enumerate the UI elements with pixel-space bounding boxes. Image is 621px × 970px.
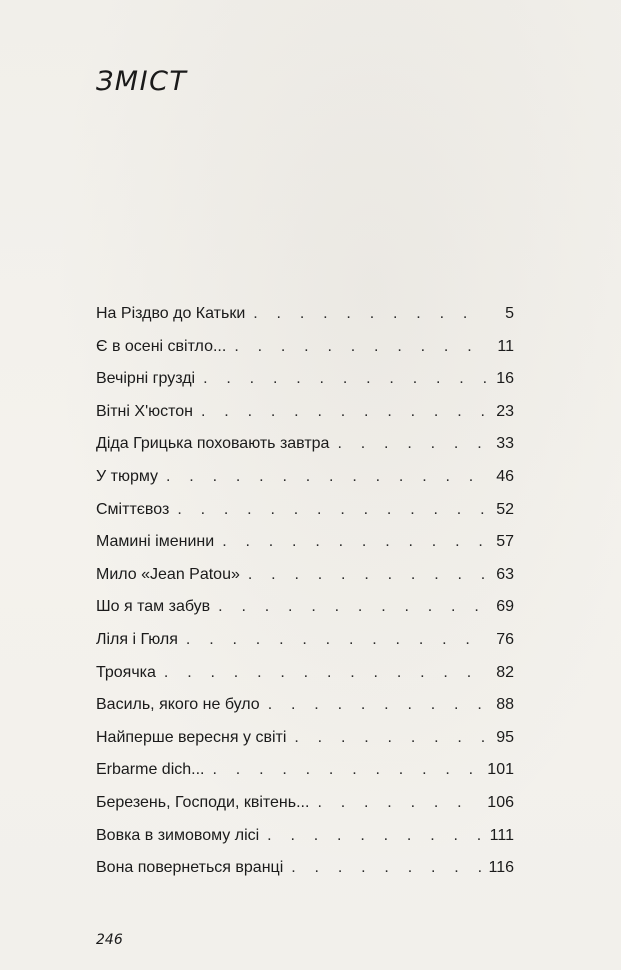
dot-leader [212,754,481,787]
toc-entry-title: Сміттєвоз [96,500,170,518]
toc-entry-title: Троячка [96,663,156,681]
toc-entry-page: 23 [496,402,514,420]
toc-entry [96,852,514,885]
toc-entry [96,689,514,722]
toc-entry [96,461,514,494]
toc-entry [96,820,514,853]
toc-entry-title: Березень, Господи, квітень... [96,793,310,811]
toc-entry [96,559,514,592]
toc-entry [96,624,514,657]
toc-entry [96,298,514,331]
toc-entry-title: Мамині іменини [96,533,215,551]
dot-leader [294,722,486,755]
toc-entry [96,591,514,624]
dot-leader [291,852,482,885]
toc-entry-title: Вітні Х'юстон [96,402,193,420]
toc-entry-title: Ліля і Гюля [96,630,178,648]
toc-entry-title: Найперше вересня у світі [96,728,287,746]
dot-leader [317,787,481,820]
toc-entry-title: У тюрму [96,467,159,485]
toc-entry [96,754,514,787]
dot-leader [222,526,486,559]
dot-leader [177,494,486,527]
page-title: ЗМІСТ [96,66,188,97]
toc-entry-page: 88 [496,696,514,714]
toc-entry-title: Вечірні груздi [96,370,196,388]
toc-entry [96,396,514,429]
toc-entry-page: 11 [497,337,514,355]
toc-entry [96,722,514,755]
toc-entry-title: На Різдво до Катьки [96,305,246,322]
toc-entry-title: Василь, якого не було [96,696,260,714]
dot-leader [164,657,486,690]
toc-entry-page: 95 [496,728,514,746]
dot-leader [201,396,486,429]
toc-entry-page: 46 [496,467,514,485]
table-of-contents [96,298,514,885]
toc-entry-page: 111 [489,826,514,844]
toc-entry-page: 69 [496,598,514,616]
toc-entry-page: 106 [487,793,514,811]
dot-leader [218,591,486,624]
toc-entry-page: 82 [496,663,514,681]
dot-leader [203,363,486,396]
toc-entry-title: Мило «Jean Patou» [96,565,240,583]
dot-leader [248,559,486,592]
toc-entry-page: 76 [496,630,514,648]
dot-leader [186,624,486,657]
toc-entry [96,363,514,396]
dot-leader [234,331,486,364]
toc-entry [96,331,514,364]
dot-leader [267,820,484,853]
toc-entry-page: 57 [496,533,514,551]
toc-entry-title: Є в осені світло... [96,337,227,355]
toc-entry [96,787,514,820]
toc-entry-page: 33 [496,435,514,453]
dot-leader [166,461,486,494]
toc-entry-page: 101 [487,761,514,779]
toc-entry-page: 16 [496,370,514,388]
toc-entry-page: 63 [496,565,514,583]
dot-leader [268,689,486,722]
toc-entry-title: Вовка в зимовому лісі [96,826,260,844]
dot-leader [337,428,486,461]
dot-leader [253,298,486,331]
toc-entry [96,494,514,527]
toc-entry [96,428,514,461]
toc-entry [96,657,514,690]
toc-entry-page: 52 [496,500,514,518]
toc-entry-title: Шо я там забув [96,598,211,616]
toc-entry-title: Erbarme dich... [96,761,205,779]
toc-entry-title: Вона повернеться вранці [96,859,284,877]
toc-entry-title: Діда Грицька поховають завтра [96,435,330,453]
toc-entry-page: 116 [488,859,514,877]
page-number: 246 [96,932,123,948]
toc-entry-page: 5 [505,305,514,322]
toc-entry [96,526,514,559]
